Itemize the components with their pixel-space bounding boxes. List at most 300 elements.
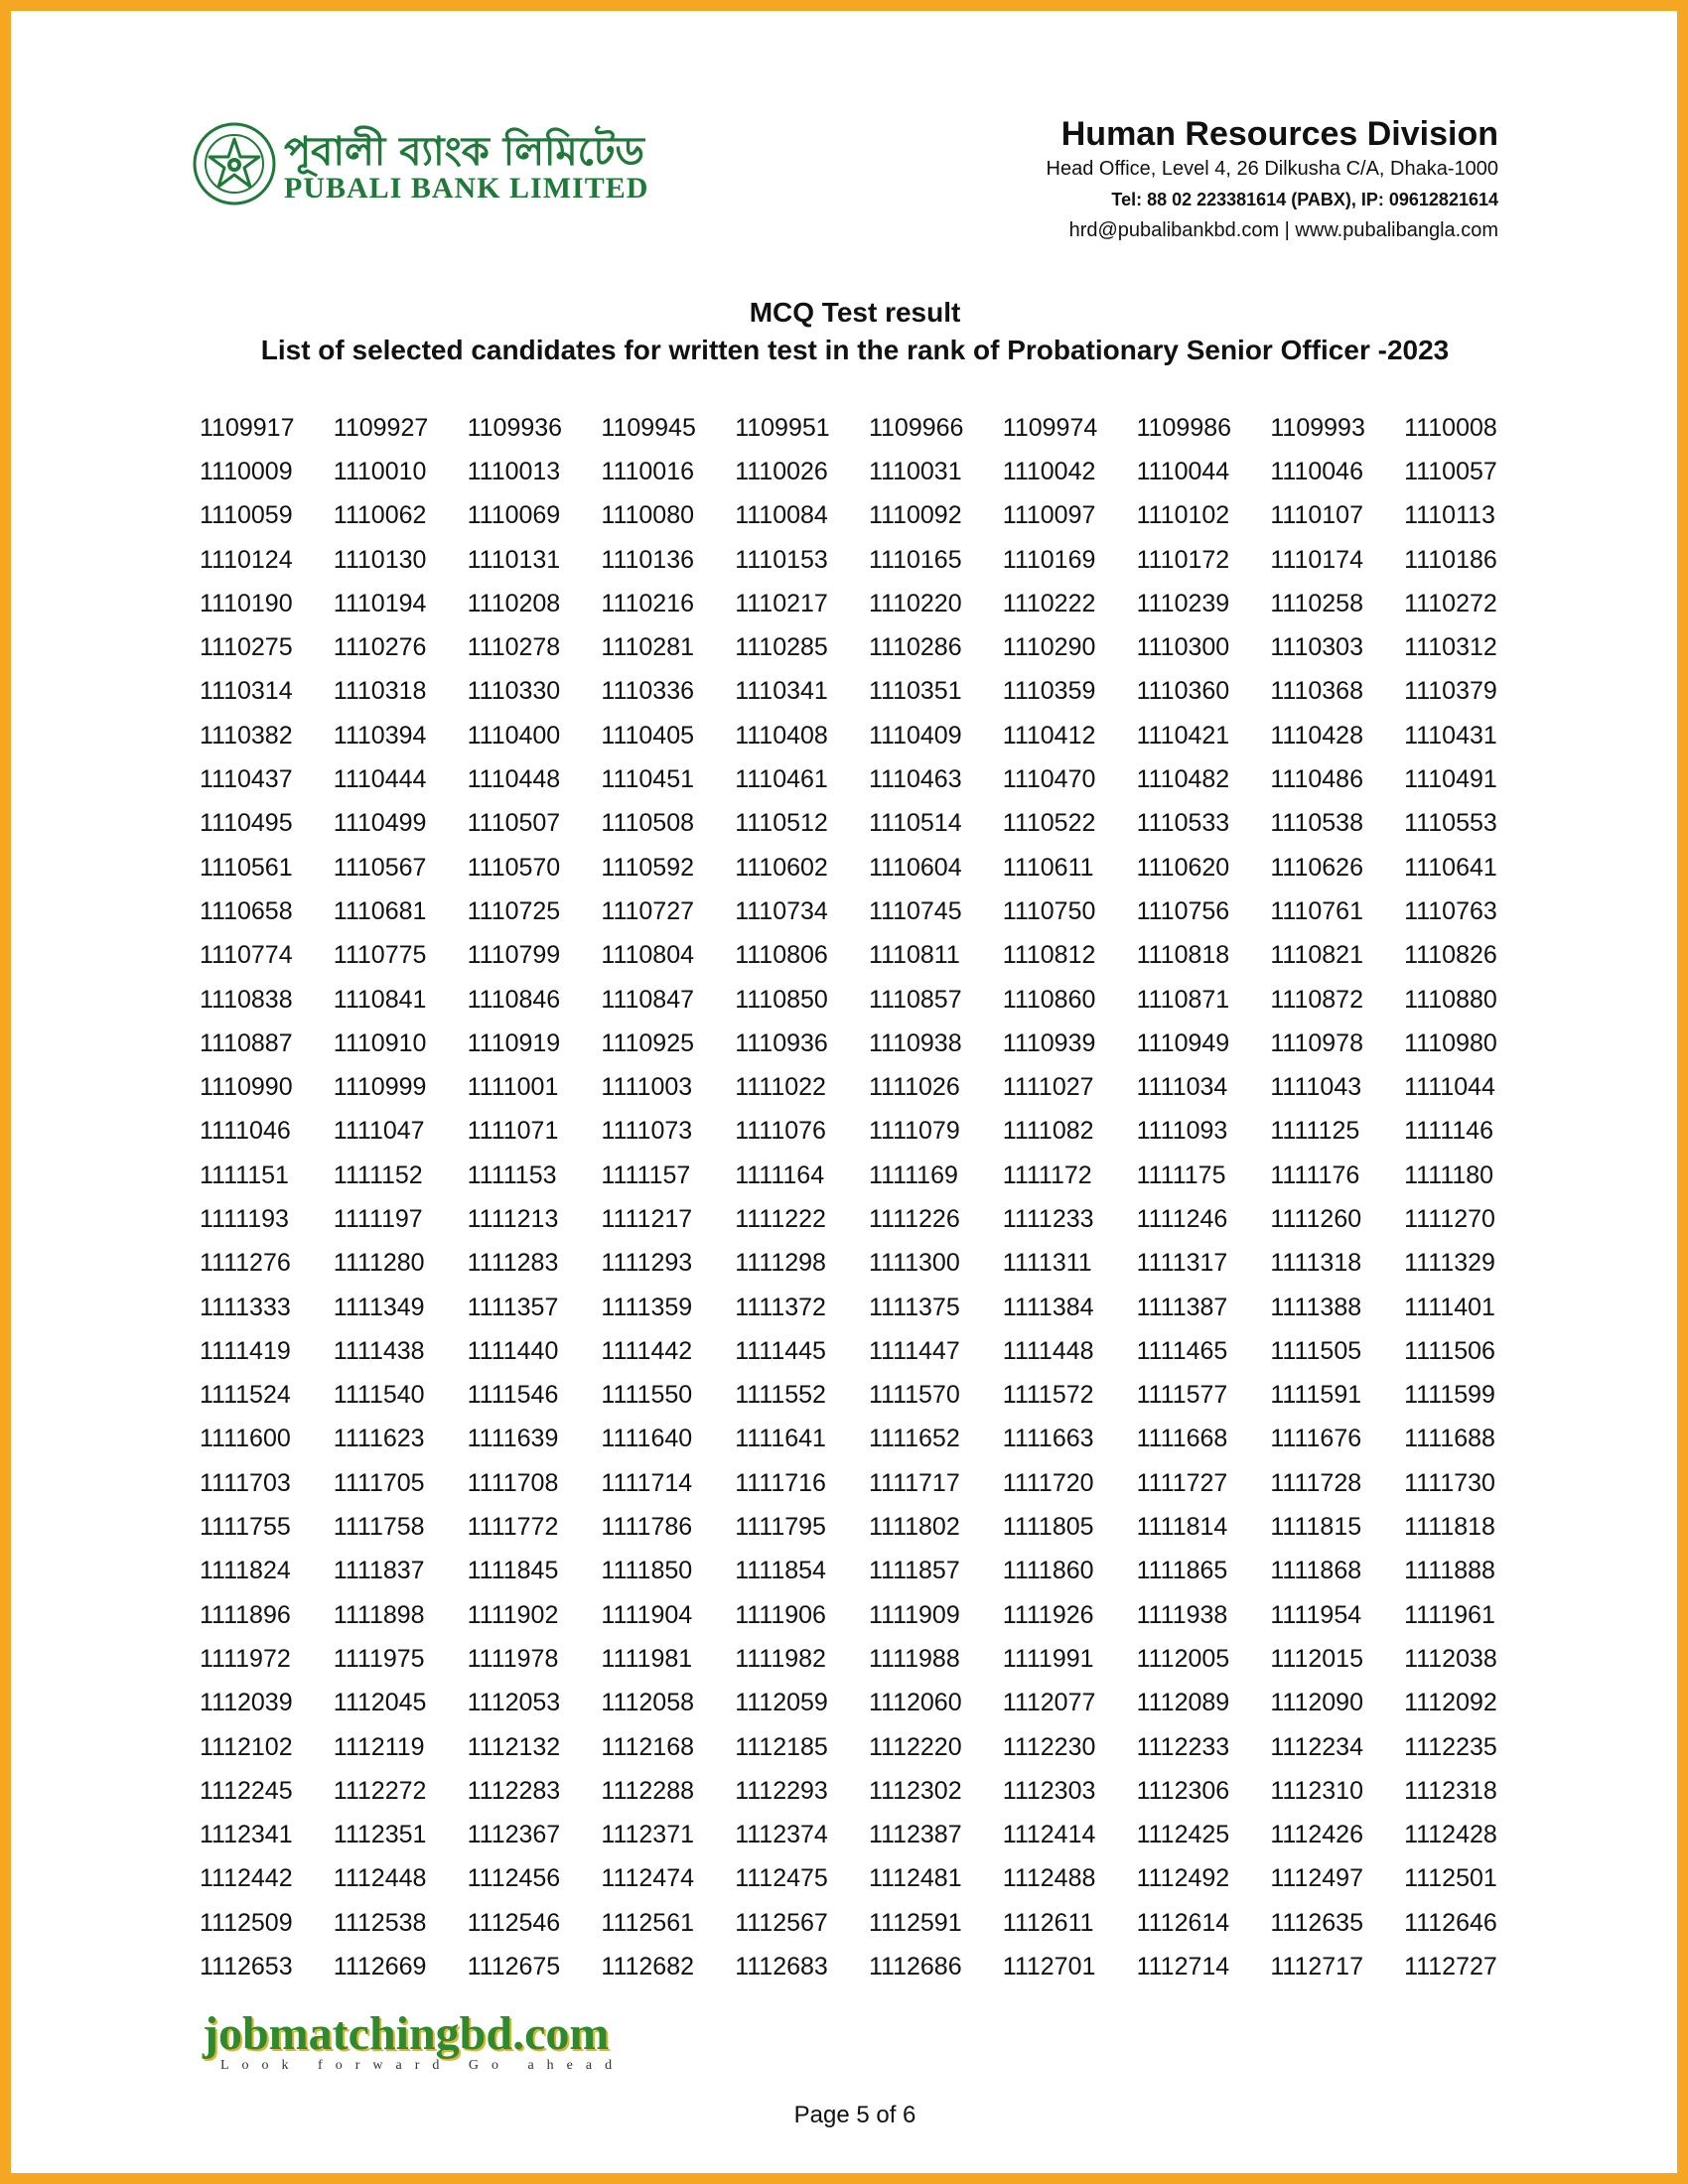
roll-number: 1110084 [735, 501, 828, 530]
roll-number: 1110486 [1270, 765, 1363, 794]
roll-row [200, 1945, 1540, 1988]
email-website-line: hrd@pubalibankbd.com | www.pubalibangla.com [1068, 219, 1498, 241]
roll-number: 1110013 [467, 457, 561, 485]
roll-row [200, 1022, 1540, 1065]
roll-number: 1112059 [735, 1689, 828, 1717]
roll-number: 1110300 [1136, 633, 1230, 662]
roll-number: 1111572 [1002, 1381, 1094, 1410]
roll-number: 1110553 [1404, 809, 1497, 838]
roll-number: 1111818 [1404, 1513, 1495, 1542]
roll-number: 1111668 [1136, 1425, 1228, 1453]
roll-number: 1111180 [1404, 1160, 1494, 1189]
roll-number: 1110567 [333, 853, 427, 882]
roll-number: 1111076 [735, 1117, 826, 1146]
roll-number: 1111865 [1136, 1557, 1228, 1585]
roll-number: 1111217 [601, 1204, 693, 1233]
roll-number: 1111786 [601, 1513, 693, 1542]
roll-number: 1112653 [200, 1953, 293, 1981]
bank-emblem-icon [193, 122, 276, 205]
roll-number: 1110850 [735, 985, 828, 1014]
roll-number: 1110620 [1136, 853, 1230, 882]
roll-number: 1111044 [1404, 1073, 1495, 1102]
roll-number: 1110857 [868, 985, 962, 1014]
roll-number: 1111329 [1404, 1249, 1495, 1278]
roll-number: 1110044 [1136, 457, 1230, 485]
roll-number: 1110080 [601, 501, 695, 530]
roll-number: 1111300 [868, 1249, 960, 1278]
watermark-tagline: Look forward Go ahead [220, 2058, 626, 2073]
roll-number: 1111795 [735, 1513, 826, 1542]
roll-number: 1112090 [1270, 1689, 1363, 1717]
roll-number: 1112669 [333, 1953, 427, 1981]
roll-number: 1111176 [1270, 1160, 1360, 1189]
jobmatchingbd-watermark [203, 2007, 669, 2080]
roll-number: 1110222 [1002, 589, 1096, 617]
roll-row [200, 802, 1540, 846]
roll-number: 1112283 [467, 1776, 561, 1805]
roll-number: 1110978 [1270, 1028, 1363, 1057]
roll-number: 1110799 [467, 941, 561, 970]
roll-number: 1111438 [333, 1336, 425, 1365]
roll-number: 1111988 [868, 1644, 960, 1673]
roll-number: 1110761 [1270, 896, 1363, 925]
roll-number: 1112306 [1136, 1776, 1230, 1805]
roll-number: 1112567 [735, 1908, 828, 1937]
roll-row [200, 1329, 1540, 1373]
roll-number: 1109927 [333, 413, 429, 442]
roll-number: 1110285 [735, 633, 828, 662]
roll-number: 1110026 [735, 457, 828, 485]
roll-number: 1111375 [868, 1293, 960, 1321]
roll-number: 1111961 [1404, 1600, 1495, 1629]
roll-number: 1110806 [735, 941, 828, 970]
roll-row [200, 1505, 1540, 1549]
roll-number: 1112053 [467, 1689, 561, 1717]
roll-number: 1112686 [868, 1953, 962, 1981]
roll-row [200, 1901, 1540, 1945]
roll-number: 1110031 [868, 457, 962, 485]
roll-number: 1110290 [1002, 633, 1096, 662]
roll-row [200, 978, 1540, 1022]
roll-number: 1111372 [735, 1293, 826, 1321]
roll-number: 1110448 [467, 765, 561, 794]
roll-number: 1111591 [1270, 1381, 1362, 1410]
roll-number: 1111896 [200, 1600, 291, 1629]
roll-number: 1110113 [1404, 501, 1495, 530]
roll-number: 1111705 [333, 1468, 425, 1497]
roll-number: 1111197 [333, 1204, 423, 1233]
roll-number: 1111079 [868, 1117, 960, 1146]
roll-number: 1110190 [200, 589, 293, 617]
roll-number: 1110278 [467, 633, 561, 662]
roll-number: 1111153 [467, 1160, 557, 1189]
roll-number: 1110428 [1270, 721, 1363, 750]
roll-number: 1112425 [1136, 1821, 1230, 1849]
roll-number: 1111824 [200, 1557, 291, 1585]
roll-number: 1111552 [735, 1381, 826, 1410]
roll-number: 1111073 [601, 1117, 693, 1146]
roll-number: 1109936 [467, 413, 563, 442]
roll-number: 1111720 [1002, 1468, 1094, 1497]
roll-number: 1109986 [1136, 413, 1232, 442]
roll-number: 1112509 [200, 1908, 293, 1937]
roll-number: 1110533 [1136, 809, 1230, 838]
roll-number: 1111641 [735, 1425, 826, 1453]
roll-number: 1112546 [467, 1908, 561, 1937]
roll-number: 1112168 [601, 1732, 695, 1761]
roll-row [200, 1110, 1540, 1154]
roll-number: 1110611 [1002, 853, 1094, 882]
roll-number: 1110658 [200, 896, 293, 925]
roll-number: 1110756 [1136, 896, 1230, 925]
roll-number: 1112414 [1002, 1821, 1096, 1849]
roll-number: 1112497 [1270, 1864, 1363, 1893]
roll-number: 1111599 [1404, 1381, 1495, 1410]
roll-row [200, 1682, 1540, 1725]
roll-number: 1111954 [1270, 1600, 1362, 1629]
roll-number: 1110570 [467, 853, 561, 882]
roll-number: 1111082 [1002, 1117, 1094, 1146]
roll-number: 1110303 [1270, 633, 1363, 662]
roll-number: 1110130 [333, 545, 427, 574]
roll-number: 1111981 [601, 1644, 693, 1673]
roll-number: 1111293 [601, 1249, 693, 1278]
roll-number: 1111213 [467, 1204, 559, 1233]
roll-number: 1110405 [601, 721, 695, 750]
roll-number: 1111802 [868, 1513, 960, 1542]
roll-number: 1110734 [735, 896, 828, 925]
roll-number: 1111898 [333, 1600, 425, 1629]
roll-number: 1110499 [333, 809, 427, 838]
roll-number: 1110841 [333, 985, 427, 1014]
roll-number: 1111854 [735, 1557, 826, 1585]
roll-number: 1112015 [1270, 1644, 1363, 1673]
roll-number: 1111317 [1136, 1249, 1228, 1278]
roll-number: 1110169 [1002, 545, 1096, 574]
roll-number: 1110107 [1270, 501, 1363, 530]
roll-number: 1111758 [333, 1513, 425, 1542]
roll-number: 1111860 [1002, 1557, 1094, 1585]
roll-number: 1111164 [735, 1160, 825, 1189]
roll-number: 1110318 [333, 677, 427, 706]
roll-number: 1110980 [1404, 1028, 1497, 1057]
roll-number: 1110431 [1404, 721, 1497, 750]
roll-number: 1112428 [1404, 1821, 1497, 1849]
roll-number: 1110482 [1136, 765, 1230, 794]
roll-number: 1112119 [333, 1732, 425, 1761]
roll-number: 1111755 [200, 1513, 291, 1542]
roll-number: 1111652 [868, 1425, 960, 1453]
roll-row [200, 1593, 1540, 1637]
roll-number: 1110330 [467, 677, 561, 706]
roll-number: 1110008 [1404, 413, 1497, 442]
roll-number: 1111387 [1136, 1293, 1228, 1321]
roll-row [200, 757, 1540, 801]
roll-number: 1112675 [467, 1953, 561, 1981]
roll-number: 1109966 [868, 413, 964, 442]
roll-number: 1112481 [868, 1864, 962, 1893]
roll-number: 1110999 [333, 1073, 427, 1102]
roll-number: 1111730 [1404, 1468, 1495, 1497]
roll-number: 1111850 [601, 1557, 693, 1585]
roll-number: 1110131 [467, 545, 561, 574]
roll-row [200, 450, 1540, 493]
roll-row [200, 1242, 1540, 1286]
roll-number: 1112288 [601, 1776, 695, 1805]
roll-number: 1110508 [601, 809, 695, 838]
roll-number: 1111663 [1002, 1425, 1094, 1453]
roll-number: 1111703 [200, 1468, 291, 1497]
roll-number: 1111349 [333, 1293, 425, 1321]
roll-number: 1112714 [1136, 1953, 1230, 1981]
roll-number: 1110437 [200, 765, 293, 794]
roll-number: 1112185 [735, 1732, 828, 1761]
roll-number: 1110368 [1270, 677, 1363, 706]
roll-number: 1110336 [601, 677, 695, 706]
roll-number: 1110010 [333, 457, 427, 485]
roll-number: 1110312 [1404, 633, 1497, 662]
roll-number: 1110602 [735, 853, 828, 882]
roll-row [200, 1725, 1540, 1769]
roll-number: 1111419 [200, 1336, 291, 1365]
roll-number: 1111888 [1404, 1557, 1495, 1585]
roll-number: 1110444 [333, 765, 427, 794]
roll-number: 1112102 [200, 1732, 293, 1761]
roll-number: 1112089 [1136, 1689, 1230, 1717]
roll-number: 1111728 [1270, 1468, 1362, 1497]
roll-number: 1111280 [333, 1249, 425, 1278]
result-title: MCQ Test result [749, 297, 961, 328]
roll-number: 1110561 [200, 853, 293, 882]
roll-number: 1111047 [333, 1117, 425, 1146]
roll-number: 1110507 [467, 809, 561, 838]
roll-number: 1111868 [1270, 1557, 1362, 1585]
roll-row [200, 1550, 1540, 1593]
roll-number: 1111600 [200, 1425, 291, 1453]
roll-number: 1110745 [868, 896, 962, 925]
roll-number: 1110092 [868, 501, 962, 530]
roll-number: 1110887 [200, 1028, 293, 1057]
roll-number: 1111906 [735, 1600, 826, 1629]
roll-row [200, 1769, 1540, 1813]
roll-number: 1111034 [1136, 1073, 1228, 1102]
roll-number: 1111146 [1404, 1117, 1494, 1146]
roll-number: 1112235 [1404, 1732, 1497, 1761]
roll-number: 1111837 [333, 1557, 425, 1585]
roll-number: 1110258 [1270, 589, 1363, 617]
roll-number: 1112351 [333, 1821, 427, 1849]
roll-number: 1111260 [1270, 1204, 1362, 1233]
roll-row [200, 582, 1540, 625]
roll-number: 1110009 [200, 457, 293, 485]
roll-number: 1111465 [1136, 1336, 1228, 1365]
roll-number: 1111283 [467, 1249, 559, 1278]
roll-number: 1111688 [1404, 1425, 1495, 1453]
roll-number: 1110412 [1002, 721, 1096, 750]
roll-row [200, 1154, 1540, 1197]
roll-number: 1110592 [601, 853, 695, 882]
roll-number: 1111845 [467, 1557, 559, 1585]
roll-number: 1112058 [601, 1689, 695, 1717]
roll-number: 1112646 [1404, 1908, 1497, 1937]
roll-number: 1110217 [735, 589, 828, 617]
roll-number: 1112448 [333, 1864, 427, 1893]
roll-number: 1110990 [200, 1073, 293, 1102]
roll-row [200, 670, 1540, 714]
roll-number: 1110880 [1404, 985, 1497, 1014]
roll-number: 1111991 [1002, 1644, 1094, 1673]
phone-line: Tel: 88 02 223381614 (PABX), IP: 09612821614 [1111, 190, 1498, 209]
roll-row [200, 1374, 1540, 1418]
roll-number: 1112538 [333, 1908, 427, 1937]
roll-number: 1112374 [735, 1821, 828, 1849]
roll-number: 1111388 [1270, 1293, 1362, 1321]
roll-number: 1111357 [467, 1293, 559, 1321]
roll-number: 1110208 [467, 589, 561, 617]
roll-number: 1110042 [1002, 457, 1096, 485]
roll-number: 1111046 [200, 1117, 291, 1146]
roll-number: 1110409 [868, 721, 962, 750]
roll-number: 1110811 [868, 941, 960, 970]
roll-number: 1110641 [1404, 853, 1497, 882]
roll-number: 1110470 [1002, 765, 1096, 794]
roll-number: 1110451 [601, 765, 695, 794]
roll-number: 1112701 [1002, 1953, 1096, 1981]
roll-number: 1111157 [601, 1160, 691, 1189]
roll-number: 1112077 [1002, 1689, 1096, 1717]
roll-number: 1111447 [868, 1336, 960, 1365]
roll-number: 1110153 [735, 545, 828, 574]
roll-number: 1110775 [333, 941, 427, 970]
roll-number: 1112272 [333, 1776, 427, 1805]
roll-number: 1111676 [1270, 1425, 1362, 1453]
roll-number: 1110826 [1404, 941, 1497, 970]
roll-number: 1111276 [200, 1249, 291, 1278]
roll-number: 1110174 [1270, 545, 1363, 574]
roll-number: 1109951 [735, 413, 830, 442]
roll-row [200, 889, 1540, 933]
roll-number: 1111975 [333, 1644, 425, 1673]
roll-number: 1111298 [735, 1249, 826, 1278]
roll-number: 1111333 [200, 1293, 291, 1321]
roll-number: 1110522 [1002, 809, 1096, 838]
roll-number: 1112060 [868, 1689, 962, 1717]
roll-number: 1111815 [1270, 1513, 1362, 1542]
roll-number: 1112045 [333, 1689, 427, 1717]
division-title: Human Resources Division [1060, 115, 1498, 153]
roll-number: 1112005 [1136, 1644, 1230, 1673]
roll-row [200, 1065, 1540, 1109]
roll-row [200, 1418, 1540, 1461]
roll-number: 1111027 [1002, 1073, 1094, 1102]
roll-number: 1111550 [601, 1381, 693, 1410]
roll-number: 1110919 [467, 1028, 561, 1057]
roll-number: 1111640 [601, 1425, 693, 1453]
roll-number: 1112367 [467, 1821, 561, 1849]
roll-number: 1110818 [1136, 941, 1230, 970]
roll-row [200, 625, 1540, 669]
roll-number: 1110495 [200, 809, 293, 838]
roll-number: 1111172 [1002, 1160, 1092, 1189]
roll-number: 1110512 [735, 809, 828, 838]
roll-number: 1110341 [735, 677, 828, 706]
roll-row [200, 406, 1540, 450]
roll-number: 1112318 [1404, 1776, 1497, 1805]
roll-row [200, 1197, 1540, 1241]
roll-number: 1112717 [1270, 1953, 1363, 1981]
roll-number: 1112727 [1404, 1953, 1497, 1981]
roll-row [200, 714, 1540, 757]
roll-number: 1110763 [1404, 896, 1497, 925]
roll-number: 1110281 [601, 633, 695, 662]
roll-number: 1111071 [467, 1117, 559, 1146]
roll-number: 1112488 [1002, 1864, 1096, 1893]
roll-number: 1110910 [333, 1028, 427, 1057]
roll-number: 1111577 [1136, 1381, 1228, 1410]
roll-number: 1109917 [200, 413, 295, 442]
roll-row [200, 538, 1540, 582]
roll-number: 1111639 [467, 1425, 559, 1453]
roll-number: 1112310 [1270, 1776, 1363, 1805]
bank-name-bangla: পূবালী ব্যাংক লিমিটেড [284, 129, 644, 175]
roll-number: 1110727 [601, 896, 695, 925]
roll-number: 1111384 [1002, 1293, 1094, 1321]
roll-number: 1110821 [1270, 941, 1363, 970]
roll-number: 1112132 [467, 1732, 561, 1761]
roll-number: 1110097 [1002, 501, 1096, 530]
roll-number: 1110804 [601, 941, 695, 970]
roll-number: 1111772 [467, 1513, 559, 1542]
roll-number: 1110938 [868, 1028, 962, 1057]
roll-number: 1111151 [200, 1160, 289, 1189]
roll-number: 1111226 [868, 1204, 960, 1233]
roll-number: 1111270 [1404, 1204, 1495, 1233]
pubali-bank-logo [193, 114, 659, 209]
roll-number: 1112220 [868, 1732, 962, 1761]
roll-number: 1112456 [467, 1864, 561, 1893]
roll-number: 1111857 [868, 1557, 960, 1585]
roll-number: 1110172 [1136, 545, 1230, 574]
roll-number: 1110463 [868, 765, 962, 794]
roll-number: 1110062 [333, 501, 427, 530]
roll-number: 1111001 [467, 1073, 559, 1102]
roll-number: 1110847 [601, 985, 695, 1014]
roll-number: 1112635 [1270, 1908, 1363, 1937]
office-address: Head Office, Level 4, 26 Dilkusha C/A, Dhaka-1000 [1046, 158, 1498, 180]
roll-number: 1111125 [1270, 1117, 1360, 1146]
roll-number: 1111926 [1002, 1600, 1094, 1629]
roll-number: 1111318 [1270, 1249, 1362, 1278]
roll-number: 1112561 [601, 1908, 695, 1937]
roll-number: 1110069 [467, 501, 561, 530]
roll-number: 1112426 [1270, 1821, 1363, 1849]
roll-number: 1110124 [200, 545, 293, 574]
roll-number: 1112492 [1136, 1864, 1230, 1893]
roll-number: 1111805 [1002, 1513, 1094, 1542]
roll-number: 1110725 [467, 896, 561, 925]
roll-number: 1111043 [1270, 1073, 1362, 1102]
roll-number: 1111716 [735, 1468, 826, 1497]
roll-number: 1109993 [1270, 413, 1365, 442]
roll-number: 1111175 [1136, 1160, 1226, 1189]
roll-number: 1111717 [868, 1468, 960, 1497]
roll-number: 1110461 [735, 765, 828, 794]
roll-number: 1110057 [1404, 457, 1497, 485]
roll-number: 1110314 [200, 677, 293, 706]
roll-number: 1111546 [467, 1381, 559, 1410]
roll-number: 1110925 [601, 1028, 695, 1057]
roll-number: 1110220 [868, 589, 962, 617]
